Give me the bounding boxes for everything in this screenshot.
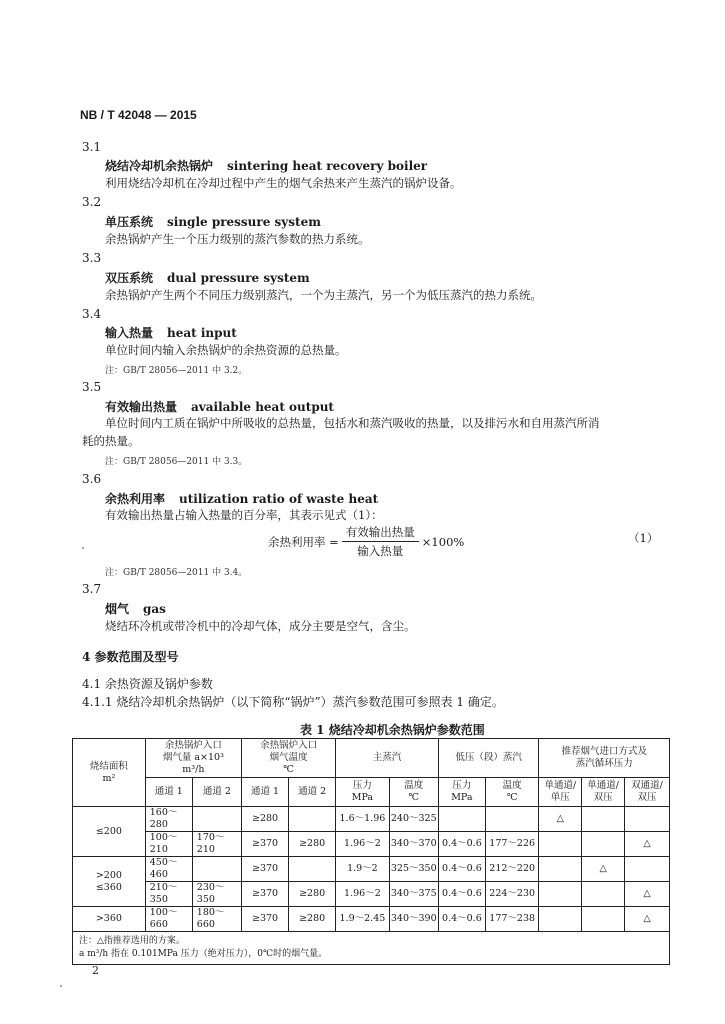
cell-main-temp: 325～350 — [389, 857, 438, 882]
term-note: 注：GB/T 28056—2011 中 3.2。 — [105, 366, 248, 376]
table-notes — [73, 932, 670, 965]
cell-main-pressure: 1.6～1.96 — [336, 807, 389, 832]
term-title — [105, 213, 321, 230]
cell-flow-ch1: 100～210 — [145, 832, 192, 857]
formula-denominator: 输入热量 — [357, 544, 404, 558]
term-cn: 有效输出热量 — [105, 400, 178, 414]
cell-flow-ch1: 100～660 — [145, 907, 192, 932]
cell-mode-1 — [539, 882, 582, 907]
term-definition: 有效输出热量占输入热量的百分率，其表示见式（1）： — [105, 508, 383, 522]
cell-main-pressure: 1.96～2 — [336, 832, 389, 857]
cell-temp-ch1: ≥370 — [242, 882, 289, 907]
cell-flow-ch2 — [192, 857, 241, 882]
cell-mode-1 — [539, 907, 582, 932]
table-row — [73, 882, 670, 907]
cell-area: >200 ≤360 — [73, 857, 146, 907]
cell-temp-ch2: ≥280 — [289, 832, 336, 857]
header-mode-3: 双通道/ 双压 — [624, 778, 669, 807]
term-title — [105, 490, 378, 507]
cell-mode-3 — [624, 857, 669, 882]
cell-temp-ch1: ≥280 — [242, 807, 289, 832]
cell-low-pressure: 0.4～0.6 — [438, 882, 485, 907]
scan-speck — [60, 985, 62, 987]
cell-flow-ch2: 230～350 — [192, 882, 241, 907]
clause-number: 3.1 — [82, 140, 102, 154]
cell-mode-2 — [582, 882, 625, 907]
term-definition: 烧结环冷机或带冷机中的冷却气体，成分主要是空气，含尘。 — [105, 619, 416, 633]
cell-flow-ch2 — [192, 807, 241, 832]
term-en: sintering heat recovery boiler — [227, 159, 428, 173]
header-flow: 余热锅炉入口 烟气量 a×10³ m³/h — [145, 739, 241, 778]
header-low-steam: 低压（段）蒸汽 — [438, 739, 539, 778]
cell-low-temp — [485, 807, 539, 832]
table-row — [73, 832, 670, 857]
header-area: 烧结面积 m² — [73, 739, 146, 807]
cell-temp-ch2: ≥280 — [289, 907, 336, 932]
cell-main-pressure: 1.96～2 — [336, 882, 389, 907]
clause-number: 3.5 — [82, 380, 102, 394]
term-en: utilization ratio of waste heat — [179, 492, 379, 506]
term-en: single pressure system — [167, 215, 321, 229]
term-definition: 利用烧结冷却机在冷却过程中产生的烟气余热来产生蒸汽的锅炉设备。 — [105, 176, 462, 190]
term-en: available heat output — [191, 400, 334, 414]
formula — [268, 524, 464, 559]
cell-low-temp: 177～226 — [485, 832, 539, 857]
cell-mode-2 — [582, 807, 625, 832]
header-temp: 余热锅炉入口 烟气温度 ℃ — [242, 739, 336, 778]
cell-flow-ch1: 210～350 — [145, 882, 192, 907]
header-pressure: 压力 MPa — [438, 778, 485, 807]
clause-number: 3.4 — [82, 307, 102, 321]
cell-low-pressure: 0.4～0.6 — [438, 832, 485, 857]
formula-tail: ×100% — [421, 534, 465, 549]
table-note: 注：△指推荐选用的方案。 — [79, 936, 185, 946]
cell-mode-1: △ — [539, 807, 582, 832]
term-definition: 单位时间内输入余热锅炉的余热资源的总热量。 — [105, 343, 347, 357]
header-channel-1: 通道 1 — [145, 778, 192, 807]
section-heading: 4 参数范围及型号 — [82, 650, 179, 664]
term-cn: 输入热量 — [105, 326, 154, 340]
term-title — [105, 157, 427, 174]
header-pressure: 压力 MPa — [336, 778, 389, 807]
term-note: 注：GB/T 28056—2011 中 3.4。 — [105, 568, 248, 578]
term-title — [105, 269, 310, 286]
term-title — [105, 600, 166, 617]
header-temperature: 温度 ℃ — [389, 778, 438, 807]
header-channel-2: 通道 2 — [289, 778, 336, 807]
table-row — [73, 857, 670, 882]
cell-main-temp: 240～325 — [389, 807, 438, 832]
header-temperature: 温度 ℃ — [485, 778, 539, 807]
clause-number: 3.2 — [82, 195, 102, 209]
equation-number: （1） — [628, 531, 659, 545]
header-channel-1: 通道 1 — [242, 778, 289, 807]
parameter-table — [72, 738, 670, 965]
cell-low-pressure: 0.4～0.6 — [438, 857, 485, 882]
cell-mode-1 — [539, 832, 582, 857]
term-en: heat input — [167, 326, 237, 340]
header-main-steam: 主蒸汽 — [336, 739, 439, 778]
table-row — [73, 907, 670, 932]
term-title — [105, 324, 237, 341]
term-cn: 余热利用率 — [105, 492, 166, 506]
clause-text: 4.1.1 烧结冷却机余热锅炉（以下简称“锅炉”）蒸汽参数范围可参照表 1 确定。 — [82, 695, 504, 709]
term-definition: 单位时间内工质在锅炉中所吸收的总热量，包括水和蒸汽吸收的热量，以及排污水和自用蒸汽所消 — [105, 416, 600, 430]
term-en: dual pressure system — [167, 271, 310, 285]
cell-mode-2 — [582, 832, 625, 857]
cell-low-pressure — [438, 807, 485, 832]
cell-flow-ch1: 160～280 — [145, 807, 192, 832]
cell-flow-ch2: 180～660 — [192, 907, 241, 932]
cell-flow-ch2: 170～210 — [192, 832, 241, 857]
term-definition: 余热锅炉产生两个不同压力级别蒸汽，一个为主蒸汽，另一个为低压蒸汽的热力系统。 — [105, 288, 542, 302]
cell-mode-1 — [539, 857, 582, 882]
cell-main-temp: 340～370 — [389, 832, 438, 857]
cell-main-pressure: 1.9～2 — [336, 857, 389, 882]
cell-temp-ch2 — [289, 857, 336, 882]
cell-low-pressure: 0.4～0.6 — [438, 907, 485, 932]
formula-lhs: 余热利用率 = — [268, 534, 339, 549]
clause-number: 3.3 — [82, 251, 102, 265]
table-caption: 表 1 烧结冷却机余热锅炉参数范围 — [300, 723, 485, 737]
term-cn: 双压系统 — [105, 271, 154, 285]
page-number: 2 — [92, 964, 99, 977]
cell-main-pressure: 1.9～2.45 — [336, 907, 389, 932]
term-definition-cont: 耗的热量。 — [82, 434, 140, 448]
header-mode-2: 单通道/ 双压 — [582, 778, 625, 807]
cell-mode-2 — [582, 907, 625, 932]
scan-speck — [82, 547, 84, 549]
cell-temp-ch1: ≥370 — [242, 907, 289, 932]
header-mode: 推荐烟气进口方式及 蒸汽循环压力 — [539, 739, 670, 778]
table-note: a m³/h 指在 0.101MPa 压力（绝对压力），0℃时的烟气量。 — [79, 949, 328, 959]
term-cn: 烧结冷却机余热锅炉 — [105, 159, 214, 173]
cell-temp-ch2: ≥280 — [289, 882, 336, 907]
formula-fraction — [342, 524, 419, 559]
formula-numerator: 有效输出热量 — [342, 524, 419, 542]
term-cn: 单压系统 — [105, 215, 154, 229]
cell-low-temp: 224～230 — [485, 882, 539, 907]
cell-mode-3 — [624, 807, 669, 832]
cell-mode-3: △ — [624, 832, 669, 857]
term-title — [105, 398, 334, 415]
cell-main-temp: 340～375 — [389, 882, 438, 907]
header-mode-1: 单通道/ 单压 — [539, 778, 582, 807]
cell-temp-ch1: ≥370 — [242, 857, 289, 882]
cell-mode-2: △ — [582, 857, 625, 882]
subsection-heading: 4.1 余热资源及锅炉参数 — [82, 677, 213, 691]
term-note: 注：GB/T 28056—2011 中 3.3。 — [105, 457, 248, 467]
header-channel-2: 通道 2 — [192, 778, 241, 807]
cell-main-temp: 340～390 — [389, 907, 438, 932]
cell-area: >360 — [73, 907, 146, 932]
cell-temp-ch2 — [289, 807, 336, 832]
cell-low-temp: 177～238 — [485, 907, 539, 932]
clause-number: 3.7 — [82, 582, 102, 596]
cell-temp-ch1: ≥370 — [242, 832, 289, 857]
cell-mode-3: △ — [624, 882, 669, 907]
cell-flow-ch1: 450～460 — [145, 857, 192, 882]
term-en: gas — [143, 602, 166, 616]
table-row — [73, 807, 670, 832]
term-definition: 余热锅炉产生一个压力级别的蒸汽参数的热力系统。 — [105, 232, 370, 246]
cell-area: ≤200 — [73, 807, 146, 857]
cell-mode-3: △ — [624, 907, 669, 932]
clause-number: 3.6 — [82, 472, 102, 486]
table-body — [73, 807, 670, 932]
standard-code: NB / T 42048 — 2015 — [80, 108, 197, 122]
cell-low-temp: 212～220 — [485, 857, 539, 882]
term-cn: 烟气 — [105, 602, 130, 616]
